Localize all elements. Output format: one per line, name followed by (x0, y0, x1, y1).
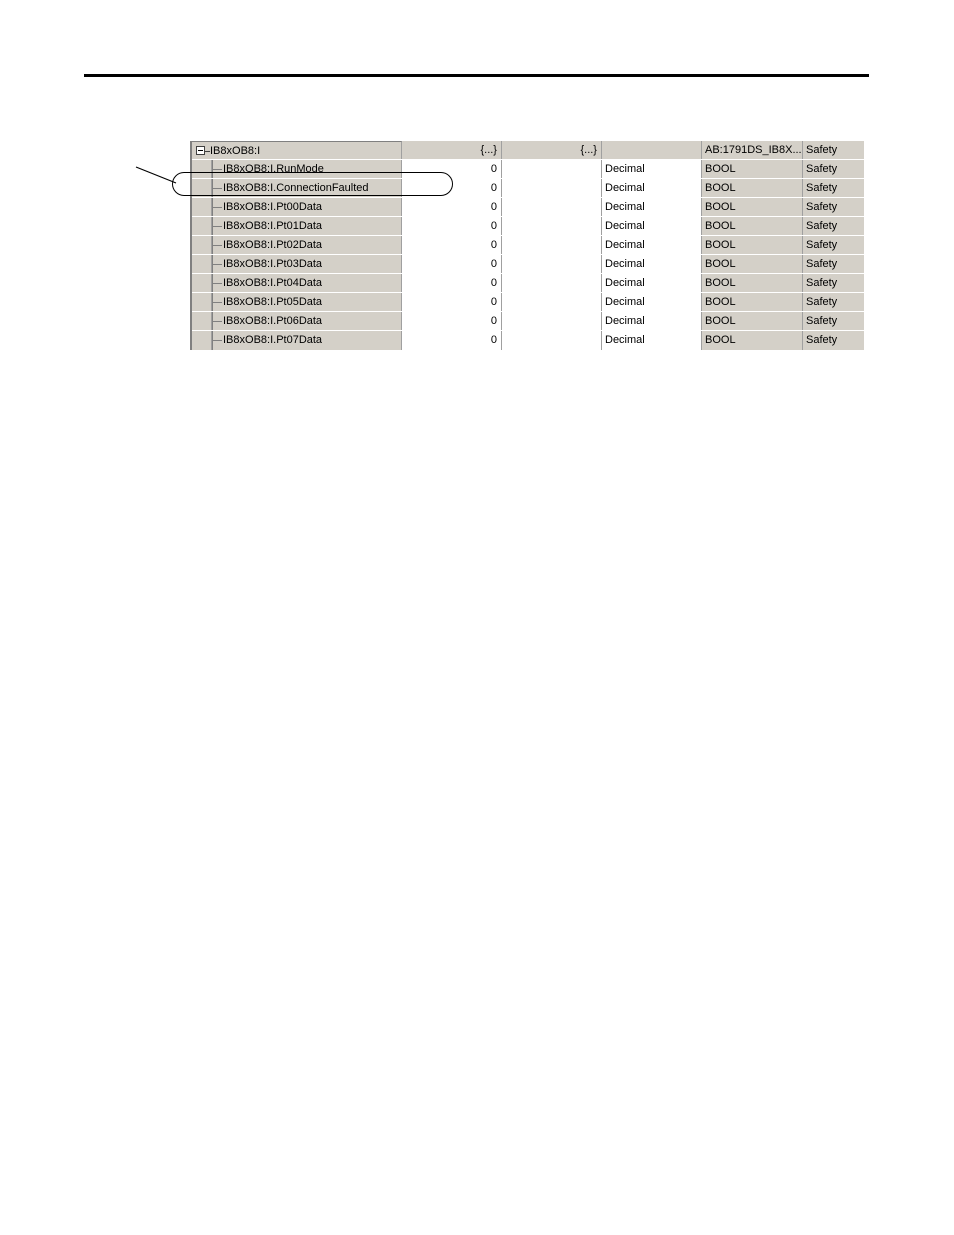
tag-row[interactable] (192, 293, 864, 312)
tag-class-cell: Safety (803, 160, 864, 178)
tag-value-cell[interactable]: 0 (402, 293, 502, 311)
tree-branch (212, 207, 222, 208)
tag-style-cell[interactable]: Decimal (602, 179, 702, 197)
tag-data-type-cell: AB:1791DS_IB8X... (702, 141, 803, 159)
tree-branch (212, 188, 222, 189)
tag-class-cell: Safety (803, 274, 864, 292)
row-gutter (192, 255, 212, 273)
tag-force-mask-cell[interactable] (502, 198, 602, 216)
tree-branch (212, 226, 222, 227)
tag-row[interactable] (192, 179, 864, 198)
row-gutter (192, 312, 212, 330)
tag-style-cell[interactable]: Decimal (602, 274, 702, 292)
tag-data-type-cell: BOOL (702, 236, 803, 254)
tag-name-cell[interactable] (212, 236, 402, 254)
tag-class-cell: Safety (803, 331, 864, 350)
row-gutter (192, 236, 212, 254)
tag-row[interactable] (192, 217, 864, 236)
tree-branch (212, 245, 222, 246)
tag-style-cell[interactable]: Decimal (602, 217, 702, 235)
tag-force-mask-cell[interactable] (502, 179, 602, 197)
tag-data-type-cell: BOOL (702, 293, 803, 311)
row-gutter (192, 179, 212, 197)
tag-class-cell: Safety (803, 255, 864, 273)
tag-name-cell[interactable] (212, 198, 402, 216)
tag-row[interactable] (192, 236, 864, 255)
tag-force-mask-cell[interactable]: {...} (502, 141, 602, 159)
tag-value-cell[interactable]: 0 (402, 160, 502, 178)
tag-name: IB8xOB8:I.Pt00Data (223, 201, 323, 213)
tag-data-type-cell: BOOL (702, 331, 803, 350)
tree-branch (212, 169, 222, 170)
tag-class-cell: Safety (803, 236, 864, 254)
row-gutter (192, 198, 212, 216)
tag-style-cell[interactable]: Decimal (602, 236, 702, 254)
tag-data-type-cell: BOOL (702, 217, 803, 235)
tag-value-cell[interactable]: 0 (402, 274, 502, 292)
tag-force-mask-cell[interactable] (502, 312, 602, 330)
tag-name-cell[interactable] (212, 255, 402, 273)
tag-style-cell[interactable]: Decimal (602, 312, 702, 330)
tag-row[interactable] (192, 312, 864, 331)
row-gutter (192, 274, 212, 292)
tag-style-cell[interactable]: Decimal (602, 160, 702, 178)
tag-name-cell[interactable] (192, 141, 402, 159)
tag-force-mask-cell[interactable] (502, 255, 602, 273)
tag-class-cell: Safety (803, 198, 864, 216)
tag-name: IB8xOB8:I.Pt07Data (223, 334, 323, 346)
tag-force-mask-cell[interactable] (502, 160, 602, 178)
tag-name: IB8xOB8:I.Pt03Data (223, 258, 323, 270)
tag-value-cell[interactable]: {...} (402, 141, 502, 159)
tag-value-cell[interactable]: 0 (402, 236, 502, 254)
tag-name-cell[interactable] (212, 293, 402, 311)
tag-style-cell[interactable]: Decimal (602, 293, 702, 311)
tag-data-type-cell: BOOL (702, 160, 803, 178)
tag-name: IB8xOB8:I.RunMode (223, 163, 324, 175)
tag-value-cell[interactable]: 0 (402, 331, 502, 350)
tag-value-cell[interactable]: 0 (402, 198, 502, 216)
tag-value-cell[interactable]: 0 (402, 312, 502, 330)
tag-name-cell[interactable] (212, 312, 402, 330)
tag-name-cell[interactable] (212, 217, 402, 235)
tag-row[interactable] (192, 198, 864, 217)
tag-force-mask-cell[interactable] (502, 331, 602, 350)
tag-data-type-cell: BOOL (702, 312, 803, 330)
page-top-rule (84, 74, 869, 77)
tree-branch (212, 283, 222, 284)
tree-branch (212, 302, 222, 303)
tag-name: IB8xOB8:I (210, 142, 260, 159)
tag-name: IB8xOB8:I.ConnectionFaulted (223, 182, 369, 194)
tag-style-cell[interactable]: Decimal (602, 198, 702, 216)
tag-row[interactable] (192, 160, 864, 179)
tag-value-cell[interactable]: 0 (402, 179, 502, 197)
tag-style-cell[interactable]: Decimal (602, 255, 702, 273)
tag-name: IB8xOB8:I.Pt04Data (223, 277, 323, 289)
row-gutter (192, 293, 212, 311)
tag-name: IB8xOB8:I.Pt02Data (223, 239, 323, 251)
tag-style-cell[interactable] (602, 141, 702, 159)
tag-data-type-cell: BOOL (702, 198, 803, 216)
tag-name-cell[interactable] (212, 274, 402, 292)
tag-data-type-cell: BOOL (702, 255, 803, 273)
tag-class-cell: Safety (803, 141, 864, 159)
tag-value-cell[interactable]: 0 (402, 217, 502, 235)
tree-branch (212, 321, 222, 322)
tree-branch (212, 340, 222, 341)
row-gutter (192, 160, 212, 178)
tag-data-type-cell: BOOL (702, 179, 803, 197)
tag-name-cell[interactable] (212, 179, 402, 197)
row-gutter (192, 331, 212, 350)
tag-class-cell: Safety (803, 179, 864, 197)
tag-monitor-grid (190, 141, 864, 350)
collapse-minus-icon[interactable] (196, 146, 205, 155)
tag-class-cell: Safety (803, 217, 864, 235)
tag-style-cell[interactable]: Decimal (602, 331, 702, 350)
tag-class-cell: Safety (803, 293, 864, 311)
tree-branch (212, 264, 222, 265)
tag-force-mask-cell[interactable] (502, 236, 602, 254)
tag-row[interactable] (192, 331, 864, 350)
tag-name: IB8xOB8:I.Pt01Data (223, 220, 323, 232)
tag-value-cell[interactable]: 0 (402, 255, 502, 273)
tag-row[interactable] (192, 255, 864, 274)
tag-row[interactable] (192, 274, 864, 293)
tag-name-cell[interactable] (212, 160, 402, 178)
tag-class-cell: Safety (803, 312, 864, 330)
tag-name-cell[interactable] (212, 331, 402, 350)
tag-force-mask-cell[interactable] (502, 274, 602, 292)
tag-force-mask-cell[interactable] (502, 217, 602, 235)
row-gutter (192, 217, 212, 235)
tag-row-parent[interactable] (192, 141, 864, 160)
tag-data-type-cell: BOOL (702, 274, 803, 292)
tag-force-mask-cell[interactable] (502, 293, 602, 311)
tag-name: IB8xOB8:I.Pt05Data (223, 296, 323, 308)
tag-name: IB8xOB8:I.Pt06Data (223, 315, 323, 327)
